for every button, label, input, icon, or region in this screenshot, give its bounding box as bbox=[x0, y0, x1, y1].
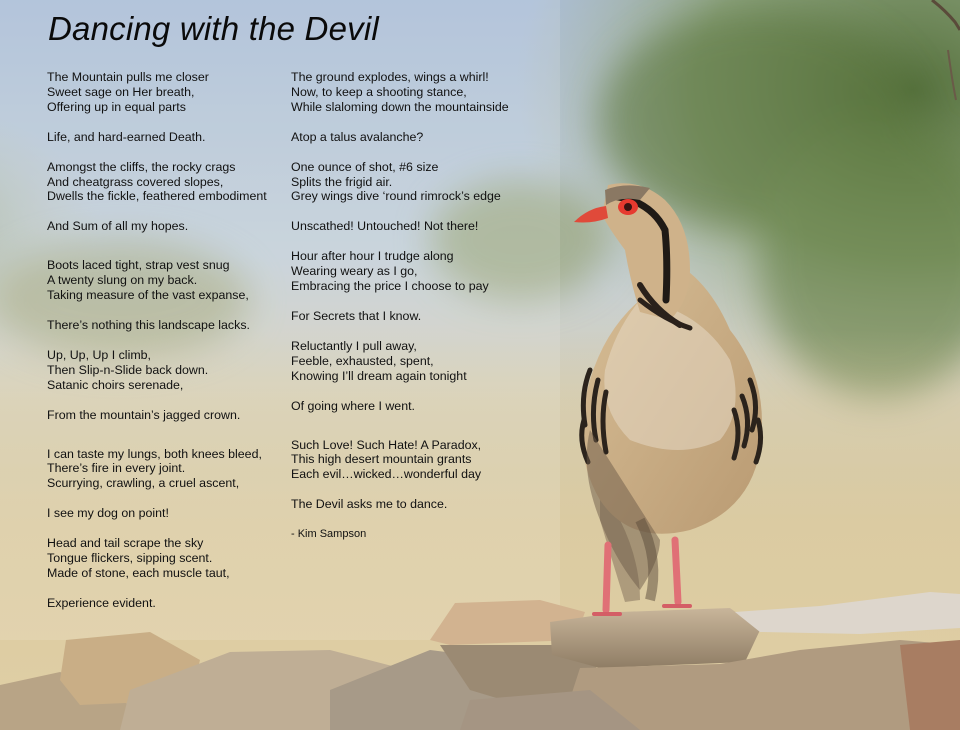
poem-line: Feeble, exhausted, spent, bbox=[291, 353, 434, 368]
stanza bbox=[47, 160, 287, 205]
poem-line: I see my dog on point! bbox=[47, 506, 169, 521]
stanza bbox=[47, 596, 287, 611]
stanza bbox=[291, 438, 551, 483]
poem-line: Head and tail scrape the sky bbox=[47, 536, 204, 551]
poem-line: Each evil…wicked…wonderful day bbox=[291, 467, 482, 482]
poem-line: There’s nothing this landscape lacks. bbox=[47, 317, 250, 332]
stanza bbox=[47, 258, 287, 303]
stanza bbox=[47, 408, 287, 423]
poem-line: And Sum of all my hopes. bbox=[47, 219, 189, 234]
poem-line: Up, Up, Up I climb, bbox=[47, 347, 151, 362]
poem-line: Hour after hour I trudge along bbox=[291, 249, 454, 264]
stanza bbox=[47, 219, 287, 234]
stanza bbox=[291, 399, 551, 414]
poem-line: Satanic choirs serenade, bbox=[47, 377, 184, 392]
stanza bbox=[291, 160, 551, 205]
poem-line: One ounce of shot, #6 size bbox=[291, 159, 439, 174]
poem-line: This high desert mountain grants bbox=[291, 452, 472, 467]
poem-line: Grey wings dive ‘round rimrock’s edge bbox=[291, 189, 501, 204]
poem-line: The ground explodes, wings a whirl! bbox=[291, 70, 489, 84]
author-signature: - Kim Sampson bbox=[291, 528, 367, 540]
poem-line: Experience evident. bbox=[47, 595, 156, 610]
poem-line: Splits the frigid air. bbox=[291, 174, 393, 189]
poem-line: Offering up in equal parts bbox=[47, 99, 186, 114]
poem-line: Knowing I’ll dream again tonight bbox=[291, 368, 467, 383]
poem-line: Tongue flickers, sipping scent. bbox=[47, 551, 213, 566]
poem-line: The Mountain pulls me closer bbox=[47, 70, 209, 84]
poem-line: Reluctantly I pull away, bbox=[291, 338, 417, 353]
poem-line: Amongst the cliffs, the rocky crags bbox=[47, 159, 236, 174]
poem-line: I can taste my lungs, both knees bleed, bbox=[47, 446, 262, 461]
poem-line: Dwells the fickle, feathered embodiment bbox=[47, 189, 267, 204]
stanza bbox=[47, 447, 287, 492]
poem-column-right bbox=[291, 70, 551, 512]
poem-line: The Devil asks me to dance. bbox=[291, 497, 448, 512]
poem-line: Life, and hard-earned Death. bbox=[47, 129, 206, 144]
stanza bbox=[291, 130, 551, 145]
poem-line: There’s fire in every joint. bbox=[47, 461, 186, 476]
poem-line: Such Love! Such Hate! A Paradox, bbox=[291, 437, 482, 452]
poem-line: A twenty slung on my back. bbox=[47, 273, 198, 288]
poem-line: Then Slip-n-Slide back down. bbox=[47, 362, 209, 377]
poem-line: While slaloming down the mountainside bbox=[291, 99, 509, 114]
stanza bbox=[291, 70, 551, 115]
stanza bbox=[291, 309, 551, 324]
stanza bbox=[47, 348, 287, 393]
stanza bbox=[291, 497, 551, 512]
poem-line: And cheatgrass covered slopes, bbox=[47, 174, 224, 189]
stanza bbox=[291, 249, 551, 294]
poem-column-left bbox=[47, 70, 287, 611]
poem-line: Embracing the price I choose to pay bbox=[291, 279, 489, 294]
stanza bbox=[47, 318, 287, 333]
poem-line: For Secrets that I know. bbox=[291, 308, 422, 323]
poem-line: Boots laced tight, strap vest snug bbox=[47, 258, 230, 273]
poem-line: Atop a talus avalanche? bbox=[291, 129, 424, 144]
poem-line: Of going where I went. bbox=[291, 398, 415, 413]
poem-line: Taking measure of the vast expanse, bbox=[47, 288, 249, 303]
stanza bbox=[291, 339, 551, 384]
poem-line: Made of stone, each muscle taut, bbox=[47, 565, 230, 580]
stanza bbox=[47, 70, 287, 115]
poem-line: Wearing weary as I go, bbox=[291, 264, 418, 279]
poem-line: Unscathed! Untouched! Not there! bbox=[291, 219, 479, 234]
poem-line: From the mountain’s jagged crown. bbox=[47, 407, 241, 422]
stanza bbox=[47, 536, 287, 581]
stanza bbox=[47, 506, 287, 521]
poem-line: Scurrying, crawling, a cruel ascent, bbox=[47, 476, 240, 491]
poem-line: Now, to keep a shooting stance, bbox=[291, 84, 467, 99]
poem-line: Sweet sage on Her breath, bbox=[47, 84, 195, 99]
poem-title: Dancing with the Devil bbox=[48, 10, 379, 47]
stanza bbox=[47, 130, 287, 145]
stanza bbox=[291, 219, 551, 234]
